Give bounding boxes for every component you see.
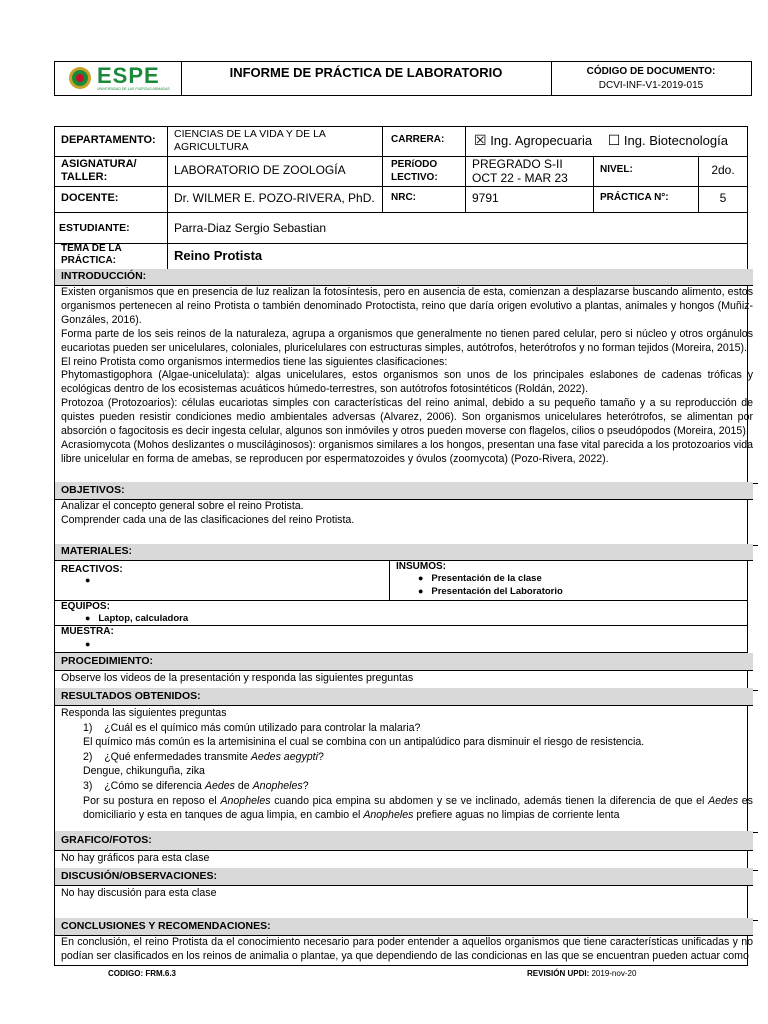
objetivos-body bbox=[55, 499, 758, 546]
resultados-header: RESULTADOS OBTENIDOS: bbox=[55, 688, 753, 706]
footer-revision-value: 2019-nov-20 bbox=[591, 969, 637, 978]
question-3 bbox=[61, 779, 753, 794]
objetivo-item: Analizar el concepto general sobre el reino Protista. bbox=[61, 500, 304, 512]
resultados-body bbox=[55, 705, 758, 833]
departamento-label: DEPARTAMENTO: bbox=[61, 134, 156, 146]
docente-label: DOCENTE: bbox=[61, 192, 119, 204]
periodo-line1: PREGRADO S-II bbox=[472, 157, 563, 171]
objetivos-header: OBJETIVOS: bbox=[55, 482, 753, 500]
asignatura-label: ASIGNATURA/ TALLER: bbox=[61, 158, 137, 183]
conclusiones-body: En conclusión, el reino Protista da el conocimiento necesario para poder entender a aquellos organismos que tiene características unificadas y no podían ser clasificados en los reinos de animalia o plantae, ya que dependiendo de las condicionas en las que se encuentran pueden actuar como bbox=[61, 936, 753, 962]
equipo-item bbox=[61, 612, 747, 625]
document-code-value: DCVI-INF-V1-2019-015 bbox=[598, 80, 704, 91]
carrera-label: CARRERA: bbox=[382, 127, 465, 156]
insumo-bullet: ● bbox=[418, 573, 424, 583]
intro-paragraph: Phytomastigophora (Algae-unicelulata): algas unicelulares, estos organismos son unos de los principales eslabones de cadenas tróficas y ecológicas dentro de los ecosistemas acuáticos húmedo-terrestres, son autótrofos fotosintéticos (Roldán, 2022). bbox=[61, 369, 753, 396]
species-name: Anopheles bbox=[252, 779, 303, 792]
row-estudiante bbox=[55, 212, 747, 244]
introduccion-body bbox=[55, 285, 758, 484]
question-number: 2) bbox=[83, 750, 93, 763]
question-number: 3) bbox=[83, 779, 93, 792]
intro-paragraph: Existen organismos que en presencia de luz realizan la fotosíntesis, pero en ausencia de esta, comienzan a desplazarse buscando alimento, estos organismos pertenecen al reino Protista o también denominado Protoctista, reino que daría origen evolutivo a plantas, animales y hongos (Muñiz-Gonzáles, 2016). bbox=[61, 286, 753, 326]
muestra-label: MUESTRA: bbox=[61, 626, 114, 637]
question-number: 1) bbox=[83, 721, 93, 734]
answer-text: prefiere aguas no limpias de corriente lenta bbox=[413, 809, 620, 822]
practica-label: PRÁCTICA N°: bbox=[593, 186, 698, 212]
species-name: Anopheles bbox=[220, 794, 271, 807]
insumos-cell bbox=[389, 560, 747, 600]
conclusiones-header: CONCLUSIONES Y RECOMENDACIONES: bbox=[55, 918, 753, 936]
insumo-text: Presentación del Laboratorio bbox=[431, 586, 563, 597]
biotecnologia-checkbox[interactable]: ☐ bbox=[607, 132, 621, 148]
logo-subtext: UNIVERSIDAD DE LAS FUERZAS ARMADAS bbox=[97, 87, 170, 91]
question-text: ¿Cómo se diferencia bbox=[104, 779, 205, 792]
equipo-text: Laptop, calculadora bbox=[98, 613, 189, 624]
grafico-body: No hay gráficos para esta clase bbox=[55, 850, 758, 871]
answer-1: El químico más común es la artemisinina el cual se combina con un antipalúdico para disminuir el riesgo de resistencia. bbox=[83, 736, 645, 749]
materiales-header: MATERIALES: bbox=[55, 544, 753, 561]
report-title: INFORME DE PRÁCTICA DE LABORATORIO bbox=[229, 65, 503, 80]
reactivos-cell bbox=[55, 560, 389, 600]
intro-paragraph: Forma parte de los seis reinos de la naturaleza, agrupa a organismos que generalmente no tienen pared celular, pero si núcleo y otros orgánulos eucariotas pueden ser unicelulares, coloniales, pluricelulares con estructuras simples, autótrofos, heterótrofos y no forman tejidos (Moreira, 2015). bbox=[61, 327, 753, 354]
agropecuaria-label: Ing. Agropecuaria bbox=[490, 133, 593, 148]
muestra-bullet: ● bbox=[85, 639, 91, 649]
carrera-options bbox=[465, 127, 747, 156]
grafico-header: GRAFICO/FOTOS: bbox=[55, 831, 753, 851]
procedimiento-header: PROCEDIMIENTO: bbox=[55, 653, 753, 671]
row-muestra bbox=[55, 626, 747, 653]
reactivos-bullet: ● bbox=[85, 575, 91, 585]
question-text: de bbox=[234, 779, 253, 792]
intro-paragraph: Acrasiomycota (Mohos deslizantes o musciláginosos): organismos similares a los hongos, presentan una fase vital parecida a los protozoarios vida libre unicelular en forma de amebas, se reproducen por espermatozoides y óvulos (zoomycota) (Pozo-Rivera, 2022). bbox=[61, 438, 753, 465]
row-tema bbox=[55, 243, 747, 270]
equipos-label: EQUIPOS: bbox=[61, 601, 110, 612]
objetivo-item: Comprender cada una de las clasificaciones del reino Protista. bbox=[61, 513, 355, 526]
footer-code: CODIGO: FRM.6.3 bbox=[108, 969, 177, 978]
question-text: ? bbox=[317, 750, 324, 763]
species-name: Aedes bbox=[708, 794, 739, 807]
nrc-label: NRC: bbox=[382, 186, 465, 212]
biotecnologia-label: Ing. Biotecnología bbox=[623, 133, 728, 148]
footer-revision bbox=[527, 969, 636, 978]
practica-value: 5 bbox=[698, 186, 747, 212]
insumo-text: Presentación de la clase bbox=[431, 573, 542, 584]
docente-value: Dr. WILMER E. POZO-RIVERA, PhD. bbox=[167, 186, 382, 212]
reactivos-label: REACTIVOS: bbox=[61, 564, 123, 575]
equipo-bullet: ● bbox=[85, 613, 91, 623]
answer-2: Dengue, chikunguña, zika bbox=[83, 765, 205, 778]
answer-text: es domiciliario y esta en tanques de agua limpia, en cambio el bbox=[83, 794, 753, 822]
nivel-value: 2do. bbox=[698, 156, 747, 186]
species-name: Aedes bbox=[204, 779, 235, 792]
estudiante-value: Parra-Diaz Sergio Sebastian bbox=[167, 212, 747, 243]
insumos-label: INSUMOS: bbox=[396, 561, 446, 572]
row-departamento bbox=[55, 127, 747, 157]
intro-paragraph: Protozoa (Protozoarios): células eucariotas simples con características del reino animal, debido a su pequeño tamaño y a su reproducción de quistes pueden resistir condiciones medio ambientales adversas (Alvarez, 2006). Son organismos unicelulares heterótrofos, se alimentan por absorción o fagocitosis es decir ingesta celular, algunos son inmóviles y otros pueden moverse con flagelos, cilios o pseudópodos (Moreira, 2015). bbox=[61, 397, 753, 438]
insumo-item bbox=[396, 572, 747, 585]
question-text: ¿Qué enfermedades transmite bbox=[104, 750, 251, 763]
insumo-bullet: ● bbox=[418, 586, 424, 596]
agropecuaria-checkbox[interactable]: ☒ bbox=[474, 132, 487, 148]
report-table bbox=[54, 126, 753, 966]
species-name: Aedes aegypti bbox=[250, 750, 318, 763]
logo-cell bbox=[55, 62, 182, 95]
tema-label: TEMA DE LA PRÁCTICA: bbox=[61, 243, 122, 266]
title-cell bbox=[181, 62, 552, 95]
procedimiento-body: Observe los videos de la presentación y responda las siguientes preguntas bbox=[55, 670, 758, 691]
species-name: Anopheles bbox=[363, 809, 414, 822]
resultados-intro: Responda las siguientes preguntas bbox=[61, 707, 227, 719]
intro-paragraph: El reino Protista como organismos intermedios tiene las siguientes clasificaciones: bbox=[61, 355, 448, 368]
discusion-header: DISCUSIÓN/OBSERVACIONES: bbox=[55, 868, 753, 886]
insumo-item bbox=[396, 585, 747, 598]
document-code-label: CÓDIGO DE DOCUMENTO: bbox=[586, 66, 716, 77]
question-text: ¿Cuál es el químico más común utilizado para controlar la malaria? bbox=[104, 721, 421, 734]
footer-revision-label: REVISIÓN UPDI: bbox=[527, 969, 590, 978]
departamento-value: CIENCIAS DE LA VIDA Y DE LA AGRICULTURA bbox=[167, 127, 382, 156]
document-code-cell bbox=[551, 62, 751, 95]
row-equipos bbox=[55, 600, 747, 626]
answer-text: cuando pica empina su abdomen y se ve inclinado, además tienen la diferencia de que el bbox=[270, 794, 709, 807]
question-1 bbox=[61, 721, 753, 736]
nrc-value: 9791 bbox=[465, 186, 593, 212]
periodo-line2: OCT 22 - MAR 23 bbox=[472, 171, 568, 185]
nivel-label: NIVEL: bbox=[593, 156, 698, 186]
question-2 bbox=[61, 750, 753, 765]
document-header bbox=[54, 61, 752, 96]
answer-3 bbox=[61, 794, 753, 823]
row-reactivos-insumos bbox=[55, 560, 747, 601]
logo-text: ESPE bbox=[97, 63, 160, 88]
discusion-body: No hay discusión para esta clase bbox=[55, 885, 758, 921]
row-docente bbox=[55, 186, 747, 213]
answer-text: Por su postura en reposo el bbox=[83, 794, 221, 807]
row-asignatura bbox=[55, 156, 747, 187]
tema-value: Reino Protista bbox=[167, 243, 747, 269]
introduccion-header: INTRODUCCIÓN: bbox=[55, 269, 753, 286]
estudiante-label: ESTUDIANTE: bbox=[59, 222, 130, 234]
question-text: ? bbox=[302, 779, 309, 792]
periodo-label: PERíODO LECTIVO: bbox=[382, 156, 465, 186]
periodo-value bbox=[465, 156, 593, 186]
asignatura-value: LABORATORIO DE ZOOLOGÍA bbox=[167, 156, 382, 186]
